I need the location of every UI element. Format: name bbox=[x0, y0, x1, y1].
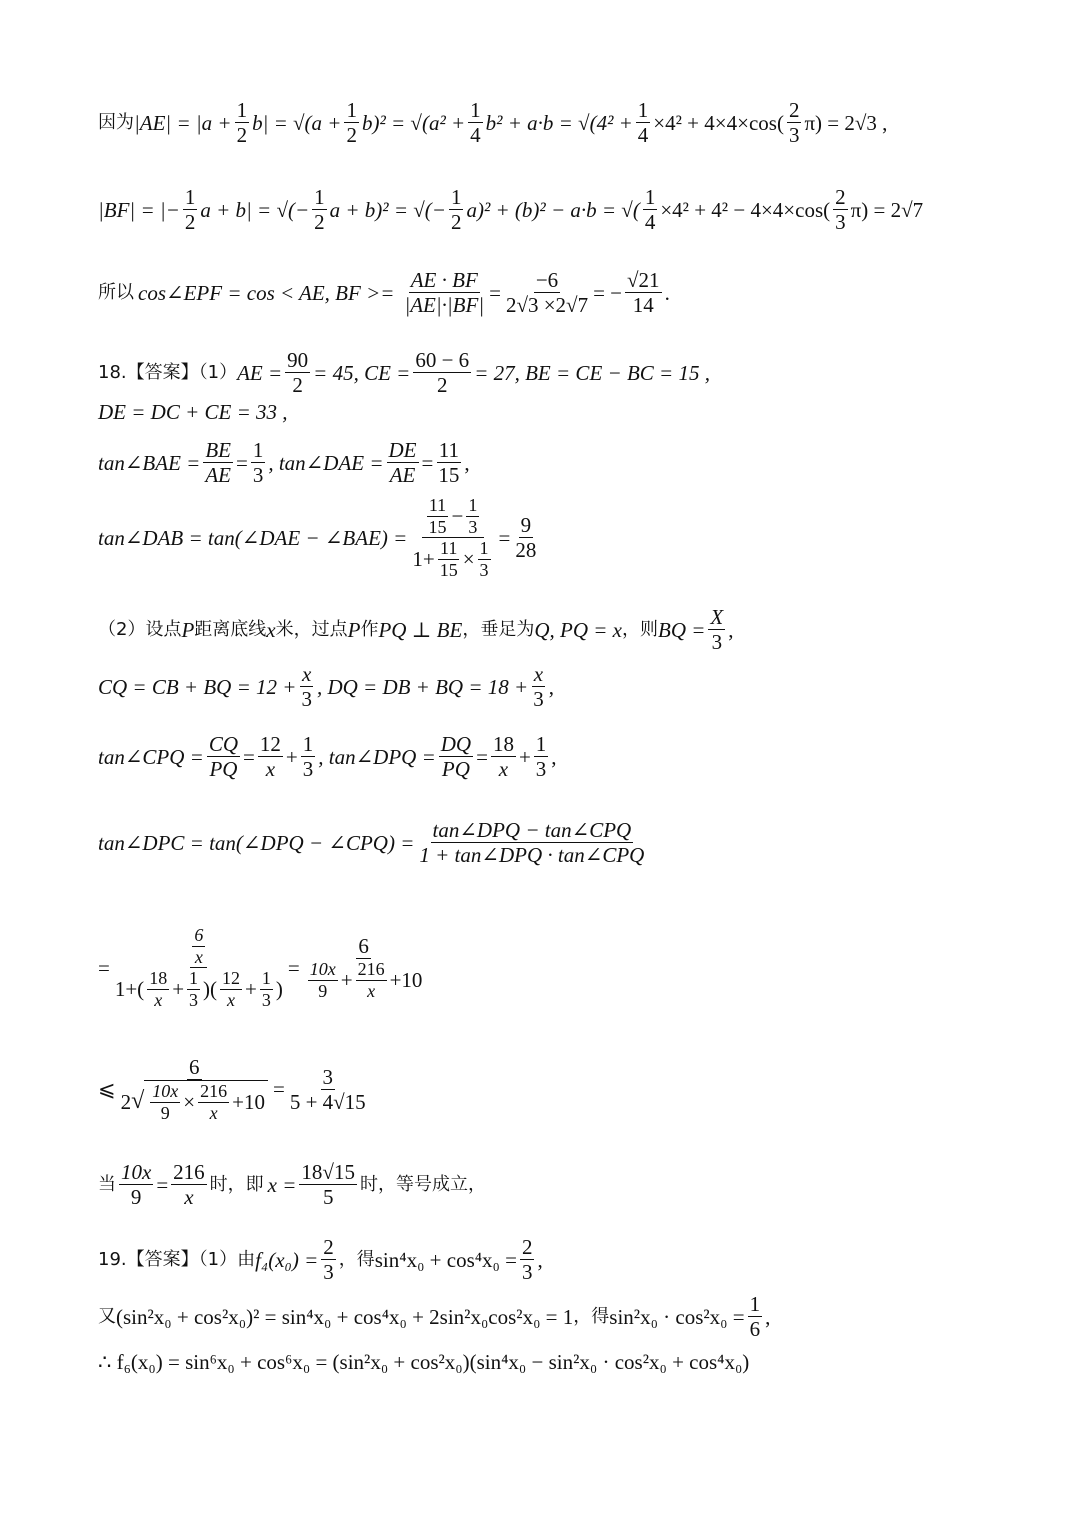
fraction: $\frac{\text{tan∠DPQ − tan∠CPQ}}{\text{1 + tan∠DPQ · tan∠CPQ}}$ bbox=[419, 818, 645, 868]
fraction: $\frac{1}{6}$ bbox=[749, 1292, 761, 1342]
fraction: $\frac{216}{x}$ bbox=[173, 1160, 205, 1210]
fraction: $\frac{2}{3}$ bbox=[835, 185, 846, 235]
fraction: $\frac{1}{3}$ bbox=[535, 732, 547, 782]
answer-19-part1: 19.【答案】（1）由 f₄(x₀) = $\frac{2}{3}$ ，得 sin⁴x₀ + cos⁴x₀ = $\frac{2}{3}$ , bbox=[98, 1235, 543, 1285]
equation-tan-dab: tan∠DAB = tan(∠DAE − ∠BAE) = $\frac{11}{15}$ − $\frac{1}{3}$ 1+ $\frac{11}{15}$ × $\frac{1}{3}$ = $\frac{9}{28}$ bbox=[98, 495, 537, 581]
question-label: 19.【答案】（1）由 bbox=[98, 1248, 256, 1270]
fraction: $\frac{1}{4}$ bbox=[644, 185, 656, 235]
fraction: $\frac{3}{5 + 4√15}$ bbox=[289, 1064, 366, 1114]
fraction: $\frac{DQ}{PQ}$ bbox=[440, 732, 472, 782]
answer-18-part2-setup: （2）设点 P 距离底线 x 米，过点 P 作 PQ ⊥ BE ，垂足为 Q, PQ = x ，则 BQ = $\frac{X}{3}$ , bbox=[98, 605, 734, 655]
equation-sin2-cos2: 又 (sin²x₀ + cos²x₀)² = sin⁴x₀ + cos⁴x₀ + 2sin²x₀cos²x₀ = 1 ，得 sin²x₀ · cos²x₀ = $\frac{1}{6}$ , bbox=[98, 1292, 771, 1342]
equality-condition: 当 $\frac{10x}{9}$ = $\frac{216}{x}$ 时，即 x = $\frac{18√15}{5}$ 时，等号成立， bbox=[98, 1160, 486, 1210]
equation-cos-epf: 所以 cos∠EPF = cos < AE, BF >= $\frac{AE \cdot BF}{|AE|\cdot|BF|}$ = $\frac{-6}{2√3 \times 2√7}$ = − $\frac{√21}{14}$ . bbox=[98, 268, 670, 318]
question-label: 18.【答案】（1） bbox=[98, 361, 238, 383]
fraction: $\frac{AE \cdot BF}{|AE|\cdot|BF|}$ bbox=[404, 268, 485, 318]
equation-ae-magnitude: 因为 |AE| = |a + $\frac{1}{2}$ b| = √(a + $\frac{1}{2}$ b)² = √(a² + $\frac{1}{4}$ b² + a·b = √(4² + $\frac{1}{4}$ ×4² + 4×4×cos( $\frac{2}{3}$ π) = 2√3 , bbox=[98, 98, 888, 148]
equation-bf-magnitude: |BF| = |− $\frac{1}{2}$ a + b| = √(− $\frac{1}{2}$ a + b)² = √(− $\frac{1}{2}$ a)² + (b)² − a·b = √( $\frac{1}{4}$ ×4² + 4² − 4×4×cos( $\frac{2}{3}$ π) = 2√7 bbox=[98, 185, 924, 235]
fraction: $\frac{2}{3}$ bbox=[788, 98, 800, 148]
equation-cq-dq: CQ = CB + BQ = 12 + $\frac{x}{3}$ , DQ = DB + BQ = 18 + $\frac{x}{3}$ , bbox=[98, 662, 554, 712]
fraction: $\frac{DE}{AE}$ bbox=[388, 438, 417, 488]
fraction: $\frac{2}{3}$ bbox=[521, 1235, 533, 1285]
answer-18-part1: 18.【答案】（1） AE = $\frac{90}{2}$ = 45, CE = $\frac{60 - 6}{2}$ = 27, BE = CE − BC = 15 , bbox=[98, 348, 710, 398]
fraction: $\frac{1}{2}$ bbox=[236, 98, 248, 148]
fraction: $\frac{2}{3}$ bbox=[323, 1235, 334, 1285]
fraction: $\frac{1}{3}$ bbox=[302, 732, 314, 782]
fraction: $\frac{1}{3}$ bbox=[252, 438, 264, 488]
equation-f6: ∴ f₆(x₀) = sin⁶x₀ + cos⁶x₀ = (sin²x₀ + cos²x₀)(sin⁴x₀ − sin²x₀ · cos²x₀ + cos⁴x₀) bbox=[98, 1350, 750, 1374]
fraction: $\frac{90}{2}$ bbox=[287, 348, 309, 398]
fraction: $\frac{12}{x}$ bbox=[259, 732, 281, 782]
fraction: $\frac{BE}{AE}$ bbox=[205, 438, 231, 488]
fraction: $\frac{1}{4}$ bbox=[470, 98, 481, 148]
compound-fraction: $\frac{6}{x}$ 1+( $\frac{18}{x}$ + $\frac{1}{3}$ )( $\frac{12}{x}$ + $\frac{1}{3}$ ) bbox=[114, 925, 283, 1011]
fraction: $\frac{x}{3}$ bbox=[533, 662, 544, 712]
compound-fraction: 6 2 √ $\frac{10x}{9}$ × $\frac{216}{x}$ +10 bbox=[119, 1055, 270, 1124]
fraction: $\frac{CQ}{PQ}$ bbox=[208, 732, 239, 782]
equation-tan-dpc: tan∠DPC = tan(∠DPQ − ∠CPQ) = $\frac{\text{tan∠DPQ − tan∠CPQ}}{\text{1 + tan∠DPQ · tan∠CPQ}}$ bbox=[98, 818, 645, 868]
compound-fraction: $\frac{11}{15}$ − $\frac{1}{3}$ 1+ $\frac{11}{15}$ × $\frac{1}{3}$ bbox=[412, 495, 489, 581]
fraction: $\frac{18√15}{5}$ bbox=[301, 1160, 355, 1210]
equation-inequality: ⩽ 6 2 √ $\frac{10x}{9}$ × $\frac{216}{x}$ +10 = $\frac{3}{5 + 4√15}$ bbox=[98, 1055, 366, 1123]
equation-de: DE = DC + CE = 33 , bbox=[98, 400, 288, 424]
compound-fraction: 6 $\frac{10x}{9}$ + $\frac{216}{x}$ +10 bbox=[309, 934, 423, 1001]
fraction: $\frac{11}{15}$ bbox=[438, 438, 460, 488]
equation-expand: = $\frac{6}{x}$ 1+( $\frac{18}{x}$ + $\frac{1}{3}$ )( $\frac{12}{x}$ + $\frac{1}{3}$ ) = 6 $\frac{10x}{9}$ + $\frac{216}{x}$ +10 bbox=[98, 925, 423, 1011]
equation-tan-cpq-dpq: tan∠CPQ = $\frac{CQ}{PQ}$ = $\frac{12}{x}$ + $\frac{1}{3}$ , tan∠DPQ = $\frac{DQ}{PQ}$ = $\frac{18}{x}$ + $\frac{1}{3}$ , bbox=[98, 732, 557, 782]
fraction: $\frac{1}{2}$ bbox=[346, 98, 357, 148]
text-because: 因为 bbox=[98, 111, 134, 133]
fraction: $\frac{10x}{9}$ bbox=[121, 1160, 152, 1210]
fraction: $\frac{1}{2}$ bbox=[450, 185, 462, 235]
fraction: $\frac{X}{3}$ bbox=[710, 605, 724, 655]
text-therefore: 所以 bbox=[98, 281, 134, 303]
fraction: $\frac{60 - 6}{2}$ bbox=[415, 348, 470, 398]
fraction: $\frac{√21}{14}$ bbox=[627, 268, 660, 318]
fraction: $\frac{x}{3}$ bbox=[301, 662, 312, 712]
equation-tan-bae-dae: tan∠BAE = $\frac{BE}{AE}$ = $\frac{1}{3}$ , tan∠DAE = $\frac{DE}{AE}$ = $\frac{11}{15}$ , bbox=[98, 438, 470, 488]
fraction: $\frac{1}{4}$ bbox=[637, 98, 649, 148]
fraction: $\frac{9}{28}$ bbox=[515, 513, 537, 563]
fraction: $\frac{1}{2}$ bbox=[314, 185, 325, 235]
fraction: $\frac{18}{x}$ bbox=[492, 732, 514, 782]
fraction: $\frac{1}{2}$ bbox=[184, 185, 196, 235]
fraction: $\frac{-6}{2√3 \times 2√7}$ bbox=[505, 268, 589, 318]
